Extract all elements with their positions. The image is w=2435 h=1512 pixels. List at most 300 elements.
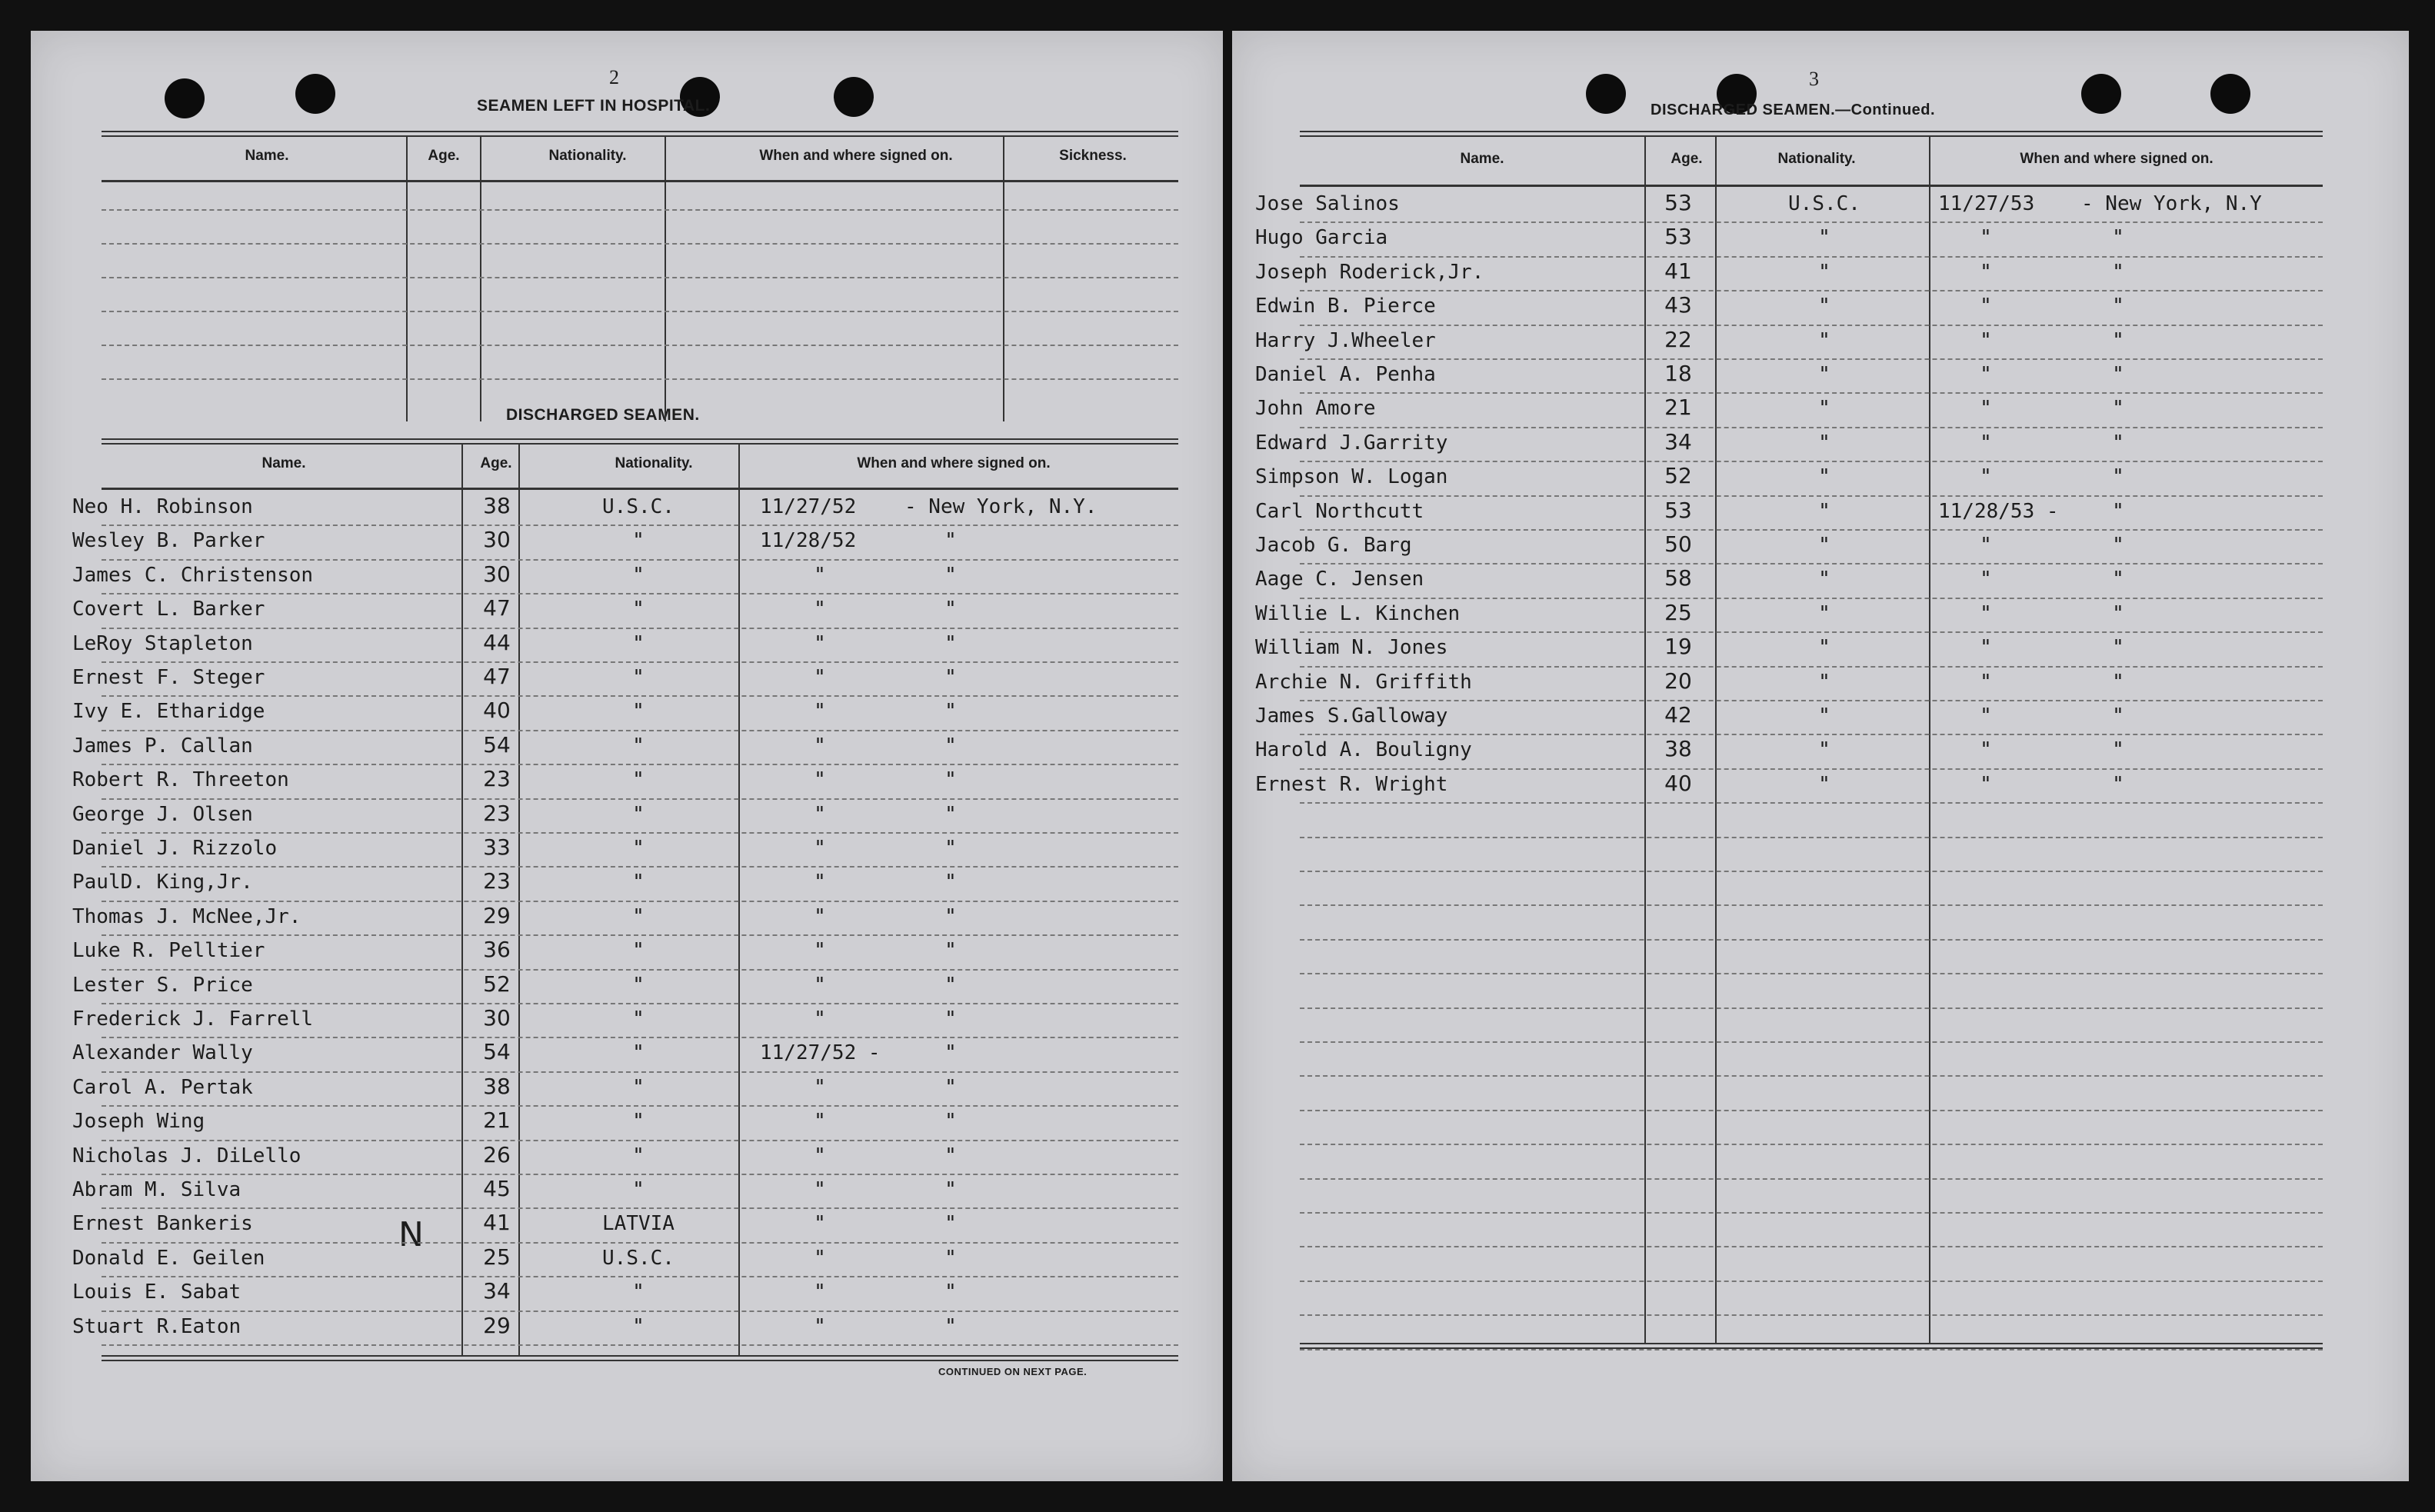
row-rule (102, 1207, 1178, 1209)
seaman-age: 23 (483, 766, 511, 792)
table-bottom-rule (102, 1355, 1178, 1361)
signed-on-place: " (944, 598, 957, 621)
signed-on-date: " (814, 563, 826, 587)
seaman-age: 30 (483, 527, 511, 553)
row-rule (1300, 358, 2323, 360)
seaman-nationality: " (1818, 226, 1830, 250)
seaman-age: 42 (1664, 702, 1692, 728)
signed-on-date: " (1980, 636, 1992, 660)
seaman-name: Joseph Roderick,Jr. (1255, 260, 1484, 284)
signed-on-date: " (814, 700, 826, 724)
column-header: Name. (245, 148, 289, 164)
row-rule (1300, 392, 2323, 394)
seaman-age: 25 (483, 1244, 511, 1270)
row-rule (1300, 325, 2323, 326)
row-rule (102, 661, 1178, 663)
signed-on-date: " (814, 973, 826, 997)
row-rule (1300, 598, 2323, 599)
seaman-nationality: " (632, 939, 645, 963)
row-rule (1300, 631, 2323, 633)
seaman-name: Edwin B. Pierce (1255, 295, 1436, 318)
signed-on-place: " (2112, 431, 2124, 455)
seaman-nationality: " (632, 598, 645, 621)
row-rule (102, 866, 1178, 868)
signed-on-place: " (2112, 499, 2124, 523)
punch-hole (295, 74, 335, 114)
seaman-nationality: " (632, 871, 645, 894)
seaman-nationality: " (1818, 670, 1830, 694)
right-page (1232, 31, 2409, 1481)
seaman-age: 21 (483, 1107, 511, 1134)
seaman-name: Harry J.Wheeler (1255, 328, 1436, 352)
seaman-nationality: " (1818, 260, 1830, 284)
seaman-name: James S.Galloway (1255, 704, 1448, 728)
row-rule (102, 1140, 1178, 1141)
seaman-name: Daniel J. Rizzolo (72, 837, 278, 860)
seaman-age: 22 (1664, 326, 1692, 352)
seaman-name: Covert L. Barker (72, 598, 265, 621)
seaman-nationality: " (632, 802, 645, 826)
seaman-age: 34 (483, 1278, 511, 1304)
signed-on-place: " (944, 1246, 957, 1270)
table-bottom-rule (1300, 1343, 2323, 1349)
signed-on-date: " (1980, 738, 1992, 762)
row-rule (102, 1037, 1178, 1038)
seaman-name: Ernest R. Wright (1255, 772, 1448, 796)
punch-hole (834, 77, 874, 117)
row-rule (102, 764, 1178, 765)
seaman-age: 26 (483, 1141, 511, 1167)
signed-on-place: " (944, 973, 957, 997)
seaman-nationality: " (632, 768, 645, 792)
row-rule (1300, 1314, 2323, 1316)
seaman-nationality: U.S.C. (602, 1246, 675, 1270)
signed-on-place: " (2112, 534, 2124, 557)
seaman-name: Abram M. Silva (72, 1178, 242, 1201)
seaman-nationality: " (1818, 397, 1830, 421)
seaman-nationality: " (1818, 328, 1830, 352)
seaman-nationality: " (1818, 568, 1830, 591)
row-rule (1300, 802, 2323, 804)
seaman-name: James C. Christenson (72, 563, 314, 587)
seaman-name: Thomas J. McNee,Jr. (72, 904, 301, 928)
seaman-name: Simpson W. Logan (1255, 465, 1448, 489)
seaman-name: Willie L. Kinchen (1255, 601, 1461, 625)
row-rule (1300, 1212, 2323, 1214)
signed-on-place: " (944, 1212, 957, 1236)
seaman-age: 58 (1664, 565, 1692, 591)
seaman-nationality: " (632, 529, 645, 553)
signed-on-date: " (814, 734, 826, 758)
seaman-age: 23 (483, 800, 511, 826)
signed-on-date: " (814, 598, 826, 621)
signed-on-date: " (1980, 568, 1992, 591)
row-rule (1300, 461, 2323, 462)
seaman-name: Ernest Bankeris (72, 1212, 253, 1236)
seaman-age: 29 (483, 902, 511, 928)
row-rule (102, 1242, 1178, 1244)
signed-on-date: " (1980, 431, 1992, 455)
column-header: When and where signed on. (2020, 151, 2213, 167)
column-header: Age. (428, 148, 460, 164)
signed-on-place: " (944, 1007, 957, 1031)
signed-on-place: " (944, 1281, 957, 1304)
signed-on-date: " (814, 904, 826, 928)
row-rule (102, 209, 1178, 211)
seaman-name: Louis E. Sabat (72, 1281, 242, 1304)
seaman-age: 36 (483, 937, 511, 963)
row-rule (102, 1105, 1178, 1107)
seaman-nationality: " (632, 1041, 645, 1065)
seaman-nationality: " (1818, 499, 1830, 523)
seaman-age: 38 (483, 1073, 511, 1099)
seaman-nationality: " (632, 973, 645, 997)
page-number: 3 (1809, 68, 1819, 90)
seaman-name: George J. Olsen (72, 802, 253, 826)
seaman-nationality: " (1818, 636, 1830, 660)
row-rule (102, 1071, 1178, 1073)
column-header: When and where signed on. (857, 455, 1051, 471)
row-rule (102, 969, 1178, 971)
signed-on-place: " (2112, 465, 2124, 489)
row-rule (102, 525, 1178, 526)
signed-on-place: " (2112, 295, 2124, 318)
row-rule (102, 934, 1178, 936)
seaman-name: Joseph Wing (72, 1110, 205, 1134)
row-rule (102, 593, 1178, 594)
seaman-age: 33 (483, 834, 511, 860)
column-header: Nationality. (1777, 151, 1856, 167)
seaman-nationality: " (1818, 363, 1830, 386)
signed-on-date: " (1980, 772, 1992, 796)
seaman-age: 19 (1664, 634, 1692, 660)
seaman-age: 50 (1664, 531, 1692, 557)
signed-on-place: " (2112, 636, 2124, 660)
signed-on-date: " (1980, 260, 1992, 284)
header-rule (102, 180, 1178, 182)
seaman-nationality: U.S.C. (602, 495, 675, 518)
signed-on-place: " (944, 529, 957, 553)
row-rule (1300, 221, 2323, 223)
hospital-section-title: SEAMEN LEFT IN HOSPITAL. (477, 97, 711, 115)
signed-on-date: " (814, 837, 826, 860)
signed-on-date: " (1980, 328, 1992, 352)
seaman-name: Frederick J. Farrell (72, 1007, 314, 1031)
seaman-age: 23 (483, 868, 511, 894)
signed-on-place: " (944, 904, 957, 928)
row-rule (1300, 837, 2323, 838)
row-rule (1300, 700, 2323, 701)
seaman-age: 20 (1664, 668, 1692, 694)
continued-section-title: DISCHARGED SEAMEN.—Continued. (1651, 102, 1936, 118)
row-rule (1300, 973, 2323, 974)
row-rule (1300, 1075, 2323, 1077)
seaman-nationality: " (632, 1178, 645, 1201)
row-rule (1300, 734, 2323, 735)
continued-note: CONTINUED ON NEXT PAGE. (938, 1366, 1088, 1377)
column-header: Name. (1460, 151, 1504, 167)
left-page (31, 31, 1223, 1481)
punch-hole (165, 78, 205, 118)
row-rule (1300, 939, 2323, 941)
seaman-nationality: " (632, 1007, 645, 1031)
seaman-nationality: " (632, 1144, 645, 1167)
row-rule (102, 730, 1178, 731)
signed-on-date: " (814, 871, 826, 894)
column-header: Nationality. (548, 148, 627, 164)
seaman-age: 25 (1664, 599, 1692, 625)
seaman-name: Aage C. Jensen (1255, 568, 1424, 591)
column-header: Age. (1671, 151, 1703, 167)
seaman-name: Hugo Garcia (1255, 226, 1388, 250)
signed-on-date: " (814, 1178, 826, 1201)
header-rule (102, 488, 1178, 490)
seaman-name: Jacob G. Barg (1255, 534, 1412, 557)
row-rule (102, 345, 1178, 346)
column-separator (1929, 137, 1930, 1343)
signed-on-place: " (2112, 772, 2124, 796)
seaman-nationality: " (1818, 772, 1830, 796)
seaman-age: 41 (483, 1210, 511, 1236)
signed-on-date: " (814, 1110, 826, 1134)
column-separator (1715, 137, 1717, 1343)
signed-on-date: " (814, 1075, 826, 1099)
signed-on-place: " (944, 1075, 957, 1099)
signed-on-place: " (2112, 363, 2124, 386)
signed-on-date: " (814, 1144, 826, 1167)
signed-on-date: " (1980, 601, 1992, 625)
seaman-age: 21 (1664, 395, 1692, 421)
row-rule (1300, 1041, 2323, 1043)
seaman-nationality: " (1818, 704, 1830, 728)
seaman-name: Archie N. Griffith (1255, 670, 1472, 694)
signed-on-date: 11/27/52 (760, 495, 857, 518)
column-header: When and where signed on. (759, 148, 953, 164)
signed-on-place: " (2112, 226, 2124, 250)
row-rule (102, 277, 1178, 278)
signed-on-date: " (814, 1246, 826, 1270)
column-header: Sickness. (1059, 148, 1127, 164)
row-rule (102, 1344, 1178, 1346)
signed-on-date: 11/27/53 (1938, 192, 2035, 215)
seaman-name: Nicholas J. DiLello (72, 1144, 301, 1167)
row-rule (1300, 427, 2323, 428)
column-separator (1644, 137, 1646, 1343)
signed-on-place: " (2112, 704, 2124, 728)
signed-on-place: " (944, 563, 957, 587)
seaman-name: John Amore (1255, 397, 1376, 421)
row-rule (1300, 1178, 2323, 1180)
signed-on-date: 11/28/53 - (1938, 499, 2059, 523)
seaman-age: 18 (1664, 361, 1692, 386)
signed-on-place: " (2112, 670, 2124, 694)
seaman-nationality: " (632, 666, 645, 689)
punch-hole (2081, 74, 2121, 114)
divider (102, 438, 1178, 445)
row-rule (102, 628, 1178, 629)
signed-on-date: " (814, 1281, 826, 1304)
signed-on-place: " (944, 734, 957, 758)
row-rule (102, 378, 1178, 380)
row-rule (102, 901, 1178, 902)
seaman-age: 52 (1664, 463, 1692, 489)
divider (1300, 131, 2323, 137)
seaman-nationality: " (632, 1075, 645, 1099)
signed-on-place: " (2112, 601, 2124, 625)
row-rule (102, 1174, 1178, 1175)
seaman-name: Ernest F. Steger (72, 666, 265, 689)
signed-on-date: " (1980, 670, 1992, 694)
seaman-age: 47 (483, 664, 511, 689)
seaman-name: Harold A. Bouligny (1255, 738, 1472, 762)
row-rule (102, 798, 1178, 800)
signed-on-place: " (944, 1314, 957, 1338)
seaman-nationality: " (1818, 465, 1830, 489)
seaman-nationality: " (632, 631, 645, 655)
signed-on-place: " (944, 666, 957, 689)
row-rule (1300, 1281, 2323, 1282)
seaman-age: 45 (483, 1176, 511, 1201)
divider (102, 131, 1178, 137)
seaman-age: 52 (483, 971, 511, 997)
seaman-age: 40 (483, 698, 511, 724)
row-rule (1300, 290, 2323, 291)
seaman-nationality: " (1818, 601, 1830, 625)
page-number: 2 (609, 66, 619, 88)
seaman-age: 41 (1664, 258, 1692, 284)
seaman-age: 30 (483, 1005, 511, 1031)
row-rule (1300, 1007, 2323, 1009)
seaman-age: 53 (1664, 224, 1692, 250)
seaman-name: LeRoy Stapleton (72, 631, 253, 655)
column-header: Nationality. (615, 455, 693, 471)
seaman-name: Neo H. Robinson (72, 495, 253, 518)
seaman-name: Carl Northcutt (1255, 499, 1424, 523)
signed-on-date: " (814, 1314, 826, 1338)
seaman-nationality: " (632, 700, 645, 724)
seaman-nationality: " (632, 1281, 645, 1304)
row-rule (102, 559, 1178, 561)
signed-on-place: " (944, 871, 957, 894)
seaman-age: 47 (483, 595, 511, 621)
seaman-nationality: " (632, 563, 645, 587)
row-rule (1300, 871, 2323, 872)
seaman-nationality: " (632, 837, 645, 860)
seaman-nationality: LATVIA (602, 1212, 675, 1236)
signed-on-date: " (1980, 226, 1992, 250)
signed-on-date: " (1980, 534, 1992, 557)
seaman-age: 54 (483, 1039, 511, 1065)
column-header: Name. (261, 455, 306, 471)
seaman-age: 44 (483, 629, 511, 655)
seaman-nationality: U.S.C. (1788, 192, 1860, 215)
seaman-age: 53 (1664, 190, 1692, 215)
row-rule (1300, 563, 2323, 565)
row-rule (102, 1311, 1178, 1312)
signed-on-date: " (814, 802, 826, 826)
signed-on-place: " (2112, 397, 2124, 421)
seaman-nationality: " (1818, 431, 1830, 455)
seaman-name: Wesley B. Parker (72, 529, 265, 553)
row-rule (1300, 768, 2323, 770)
signed-on-date: 11/28/52 (760, 529, 857, 553)
signed-on-date: " (1980, 704, 1992, 728)
row-rule (1300, 1110, 2323, 1111)
punch-hole (1586, 74, 1626, 114)
signed-on-place: " (944, 1144, 957, 1167)
seaman-name: Jose Salinos (1255, 192, 1400, 215)
seaman-nationality: " (632, 734, 645, 758)
seaman-age: 43 (1664, 292, 1692, 318)
signed-on-date: " (814, 939, 826, 963)
seaman-age: 38 (1664, 736, 1692, 762)
row-rule (1300, 904, 2323, 906)
signed-on-place: - New York, N.Y (2081, 192, 2262, 215)
seaman-name: Ivy E. Etharidge (72, 700, 265, 724)
signed-on-place: " (944, 1178, 957, 1201)
row-rule (1300, 1246, 2323, 1247)
seaman-age: 53 (1664, 497, 1692, 523)
seaman-age: 54 (483, 731, 511, 758)
signed-on-date: " (814, 666, 826, 689)
handwritten-mark: N (398, 1215, 424, 1254)
signed-on-place: " (2112, 568, 2124, 591)
row-rule (1300, 256, 2323, 258)
signed-on-place: " (944, 631, 957, 655)
seaman-name: Robert R. Threeton (72, 768, 289, 792)
signed-on-date: " (814, 768, 826, 792)
signed-on-date: " (1980, 465, 1992, 489)
seaman-age: 40 (1664, 770, 1692, 796)
seaman-name: Edward J.Garrity (1255, 431, 1448, 455)
signed-on-date: " (1980, 295, 1992, 318)
signed-on-date: " (814, 631, 826, 655)
signed-on-date: " (814, 1007, 826, 1031)
row-rule (102, 311, 1178, 312)
row-rule (1300, 1144, 2323, 1145)
seaman-name: Carol A. Pertak (72, 1075, 253, 1099)
seaman-name: Stuart R.Eaton (72, 1314, 242, 1338)
seaman-name: James P. Callan (72, 734, 253, 758)
signed-on-date: " (1980, 363, 1992, 386)
signed-on-place: " (944, 700, 957, 724)
signed-on-date: 11/27/52 - (760, 1041, 881, 1065)
signed-on-place: " (944, 837, 957, 860)
signed-on-place: " (944, 802, 957, 826)
seaman-name: Donald E. Geilen (72, 1246, 265, 1270)
seaman-name: Lester S. Price (72, 973, 253, 997)
row-rule (1300, 666, 2323, 668)
seaman-nationality: " (1818, 295, 1830, 318)
seaman-name: PaulD. King,Jr. (72, 871, 253, 894)
row-rule (1300, 495, 2323, 497)
row-rule (102, 832, 1178, 834)
signed-on-place: " (2112, 260, 2124, 284)
seaman-nationality: " (632, 1110, 645, 1134)
seaman-name: Daniel A. Penha (1255, 363, 1436, 386)
seaman-age: 38 (483, 493, 511, 518)
seaman-name: Luke R. Pelltier (72, 939, 265, 963)
signed-on-place: " (944, 1110, 957, 1134)
signed-on-place: " (2112, 328, 2124, 352)
seaman-name: Alexander Wally (72, 1041, 253, 1065)
signed-on-date: " (1980, 397, 1992, 421)
header-rule (1300, 185, 2323, 187)
seaman-nationality: " (1818, 738, 1830, 762)
signed-on-date: " (814, 1212, 826, 1236)
row-rule (102, 243, 1178, 245)
signed-on-place: " (2112, 738, 2124, 762)
